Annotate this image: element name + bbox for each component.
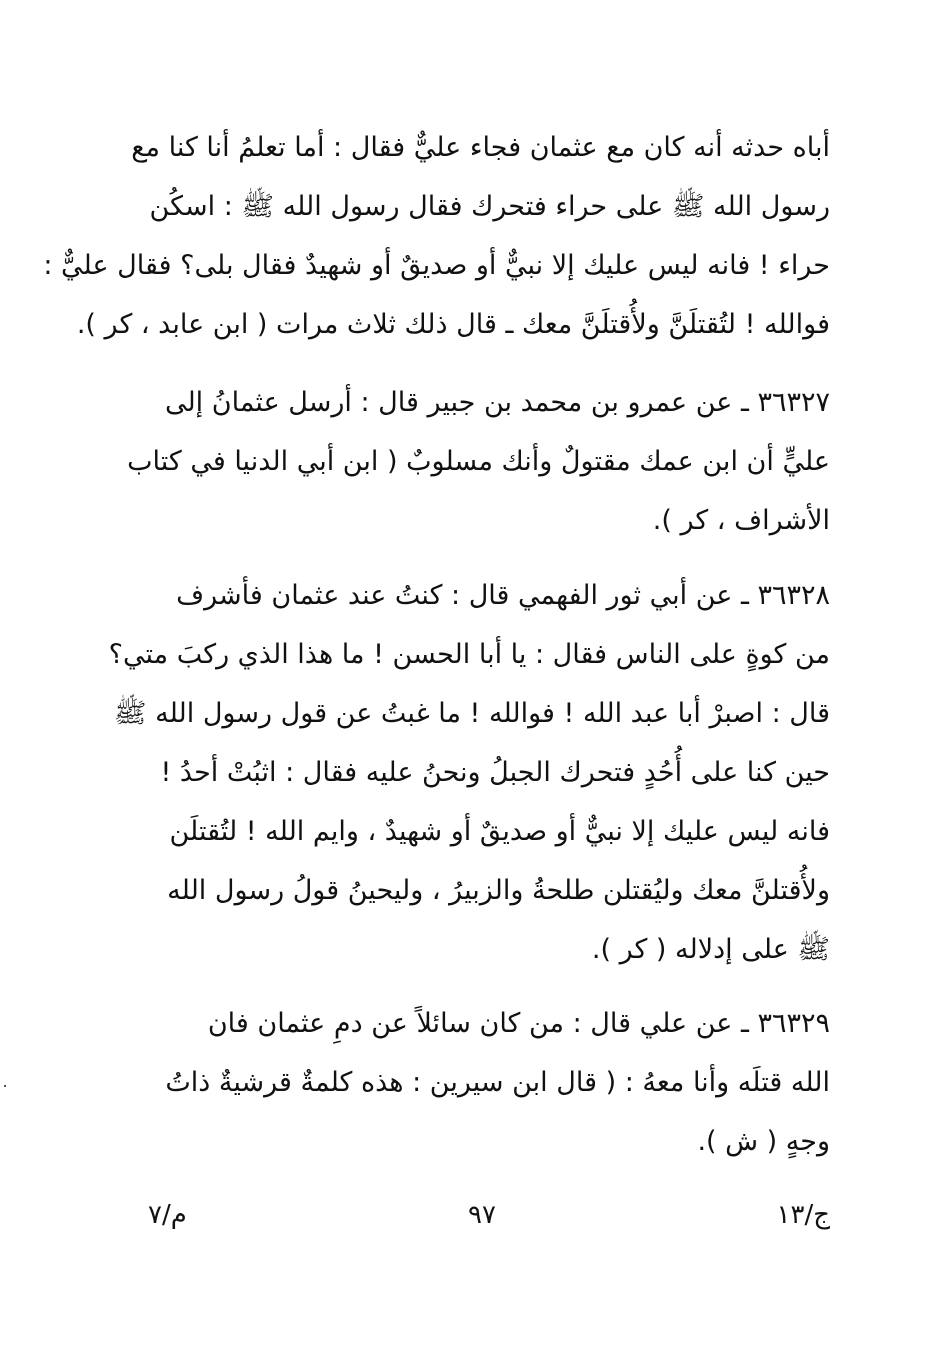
text-line: قال : اصبرْ أبا عبد الله ! فوالله ! ما غبتُ عن قول رسول الله ﷺ xyxy=(113,698,830,729)
text-line: فوالله ! لتُقتلَنَّ ولأُقتلَنَّ معك ـ قال ذلك ثلاث مرات ( ابن عابد ، كر ). xyxy=(76,309,830,340)
text-line: من كوةٍ على الناس فقال : يا أبا الحسن ! ما هذا الذي ركبَ متي؟ xyxy=(108,639,830,670)
text-line: ٣٦٣٢٧ ـ عن عمرو بن محمد بن جبير قال : أرسل عثمانُ إلى xyxy=(164,387,830,418)
paragraph-1 xyxy=(43,118,830,354)
text-line: رسول الله ﷺ على حراء فتحرك فقال رسول الله ﷺ : اسكُن xyxy=(149,191,830,222)
text-line: ﷺ على إدلاله ( كر ). xyxy=(591,934,830,965)
text-line: الأشراف ، كر ). xyxy=(652,505,830,536)
text-line: أباه حدثه أنه كان مع عثمان فجاء عليٌّ فقال : أما تعلمُ أنا كنا مع xyxy=(131,132,830,163)
text-line: ٣٦٣٢٨ ـ عن أبي ثور الفهمي قال : كنتُ عند عثمان فأشرف xyxy=(176,580,830,611)
page-number: ٩٧ xyxy=(468,1200,496,1230)
paragraph-36327 xyxy=(127,373,830,550)
paragraph-36328 xyxy=(108,566,830,979)
text-line: حراء ! فانه ليس عليك إلا نبيٌّ أو صديقٌ أو شهيدٌ فقال بلى؟ فقال عليٌّ : xyxy=(43,250,830,281)
paragraph-36329 xyxy=(134,994,830,1171)
text-line: ٣٦٣٢٩ ـ عن علي قال : من كان سائلاً عن دمِ عثمان فان xyxy=(207,1008,830,1039)
text-line: الله قتلَه وأنا معهُ : ( قال ابن سيرين : هذه كلمةٌ قرشيةٌ ذاتُ xyxy=(165,1067,830,1098)
scan-speck xyxy=(4,1085,6,1087)
printer-mark: م/٧ xyxy=(148,1200,187,1230)
text-line: عليٍّ أن ابن عمك مقتولٌ وأنك مسلوبٌ ( ابن أبي الدنيا في كتاب xyxy=(127,446,830,477)
volume-label: ج/١٣ xyxy=(776,1200,830,1230)
text-line: وجهٍ ( ش ). xyxy=(697,1126,830,1157)
page-footer xyxy=(134,1200,830,1250)
text-line: فانه ليس عليك إلا نبيٌّ أو صديقٌ أو شهيدٌ ، وايم الله ! لتُقتلَن xyxy=(169,816,830,847)
text-line: حين كنا على أُحُدٍ فتحرك الجبلُ ونحنُ عليه فقال : اثبُتْ أحدُ ! xyxy=(160,757,830,788)
text-line: ولأُقتلنَّ معك وليُقتلن طلحةُ والزبيرُ ، وليحينُ قولُ رسول الله xyxy=(167,875,830,906)
